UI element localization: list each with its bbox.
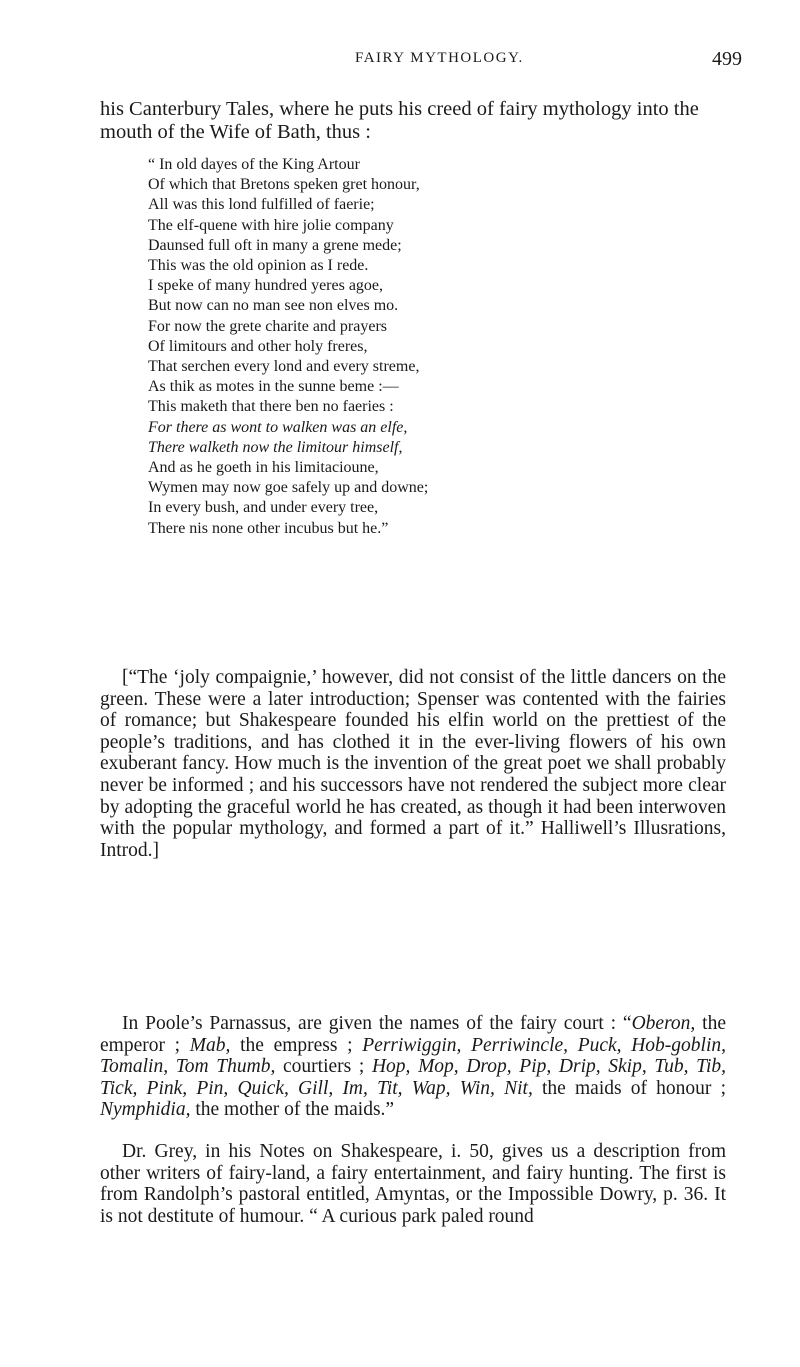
text-run: the empress ; xyxy=(230,1034,353,1056)
fairy-names-maids: Hop, Mop, Drop, Pip, Drip, Skip, Tub, Tib, Tick, Pink, Pin, Quick, Gill, Im, Tit, Wap, Win, Nit, xyxy=(100,1056,726,1099)
fairy-name: Nymphidia, xyxy=(100,1099,191,1121)
verse-line: As thik as motes in the sunne beme :— xyxy=(148,378,399,396)
verse-line: There nis none other incubus but he.” xyxy=(148,519,389,537)
fairy-name: Oberon, xyxy=(631,1013,696,1034)
verse-quotation xyxy=(148,155,688,539)
verse-line: And as he goeth in his limitacioune, xyxy=(148,459,379,477)
verse-line: The elf-quene with hire jolie company xyxy=(148,216,394,234)
verse-line: That serchen every lond and every streme, xyxy=(148,358,420,376)
verse-line: Of which that Bretons speken gret honour, xyxy=(148,176,420,194)
text-run: In Poole’s Parnassus, are given the names of the fairy court : “ xyxy=(122,1013,632,1034)
intro-paragraph: his Canterbury Tales, where he puts his creed of fairy mythology into the mouth of the Wife of Bath, thus : xyxy=(100,98,699,143)
text-run: the mother of the maids.” xyxy=(190,1099,395,1121)
text-run: the emperor ; xyxy=(100,1013,726,1056)
fairy-name: Mab, xyxy=(189,1034,231,1056)
paragraph-dr-grey: Dr. Grey, in his Notes on Shakespeare, i. 50, gives us a description from other writers of fairy-land, a fairy entertainment, and fairy hunting. The first is from Randolph’s pastoral entitled, Amyntas, or the Impossible Dowry, p. 36. It is not destitute of humour. “ A curious park paled round xyxy=(100,1141,726,1227)
paragraph-joly-compaignie: [“The ‘joly compaignie,’ however, did not consist of the little dancers on the green. These were a later introduction; Spenser was contented with the fairies of romance; but Shakespeare founded his elfin world on the prettiest of the people’s traditions, and has clothed it in the ever-living flowers of his own exuberant fancy. How much is the invention of the great poet we shall probably never be informed ; and his successors have not rendered the subject more clear by adopting the graceful world he has created, as though it had been interwoven with the popular mythology, and formed a part of it.” Halliwell’s Illusrations, Introd.] xyxy=(100,667,726,861)
verse-line: In every bush, and under every tree, xyxy=(148,499,379,517)
page-number: 499 xyxy=(712,48,742,70)
text-run: courtiers ; xyxy=(275,1056,365,1078)
paragraph-poole-parnassus xyxy=(100,1013,726,1121)
verse-line: This maketh that there ben no faeries : xyxy=(148,398,394,416)
verse-line: This was the old opinion as I rede. xyxy=(148,257,369,275)
verse-line: I speke of many hundred yeres agoe, xyxy=(148,277,384,295)
running-title: FAIRY MYTHOLOGY. xyxy=(355,50,524,66)
verse-line: Daunsed full oft in many a grene mede; xyxy=(148,236,402,254)
verse-line-italic: For there as wont to walken was an elfe, xyxy=(148,418,408,436)
verse-line: Of limitours and other holy freres, xyxy=(148,337,368,355)
verse-line: “ In old dayes of the King Artour xyxy=(148,156,360,173)
verse-line: All was this lond fulfilled of faerie; xyxy=(148,196,375,214)
running-head xyxy=(0,50,800,80)
verse-line: But now can no man see non elves mo. xyxy=(148,297,399,315)
verse-line: Wymen may now goe safely up and downe; xyxy=(148,479,429,497)
verse-line-italic: There walketh now the limitour himself, xyxy=(148,438,403,456)
text-run: the maids of honour ; xyxy=(532,1077,726,1099)
verse-line: For now the grete charite and prayers xyxy=(148,317,388,335)
fairy-names-courtiers: Perriwiggin, Perriwincle, Puck, Hob-goblin, Tomalin, Tom Thumb, xyxy=(100,1034,727,1078)
